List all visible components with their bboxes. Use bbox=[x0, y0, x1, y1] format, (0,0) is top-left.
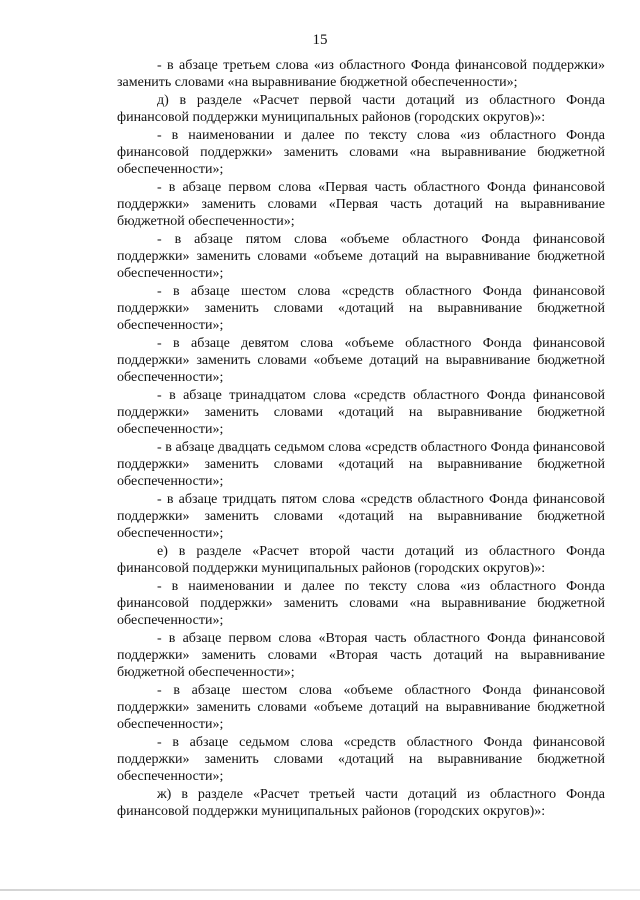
paragraph: - в абзаце первом слова «Вторая часть областного Фонда финансовой поддержки» заменить словами «Вторая часть дотаций на выравнивание бюджетной обеспеченности»; bbox=[117, 631, 605, 680]
paragraph: - в абзаце двадцать седьмом слова «средств областного Фонда финансовой поддержки» заменить словами «дотаций на выравнивание бюджетной обеспеченности»; bbox=[117, 440, 605, 489]
paragraph: - в наименовании и далее по тексту слова «из областного Фонда финансовой поддержки» заменить словами «на выравнивание бюджетной обеспеченности»; bbox=[117, 128, 605, 177]
section-heading-e: е) в разделе «Расчет второй части дотаций из областного Фонда финансовой поддержки муниципальных районов (городских округов)»: bbox=[117, 544, 605, 576]
page-number: 15 bbox=[312, 32, 328, 48]
paragraph: - в абзаце тридцать пятом слова «средств областного Фонда финансовой поддержки» заменить словами «дотаций на выравнивание бюджетной обеспеченности»; bbox=[117, 492, 605, 541]
section-heading-d: д) в разделе «Расчет первой части дотаций из областного Фонда финансовой поддержки муниципальных районов (городских округов)»: bbox=[117, 93, 605, 125]
paragraph: - в абзаце третьем слова «из областного Фонда финансовой поддержки» заменить словами «на выравнивание бюджетной обеспеченности»; bbox=[117, 58, 605, 90]
paragraph: - в абзаце девятом слова «объеме областного Фонда финансовой поддержки» заменить словами «объеме дотаций на выравнивание бюджетной обеспеченности»; bbox=[117, 336, 605, 385]
paragraph: - в абзаце первом слова «Первая часть областного Фонда финансовой поддержки» заменить словами «Первая часть дотаций на выравнивание бюджетной обеспеченности»; bbox=[117, 180, 605, 229]
scan-edge-line bbox=[0, 889, 640, 891]
paragraph: - в абзаце шестом слова «средств областного Фонда финансовой поддержки» заменить словами «дотаций на выравнивание бюджетной обеспеченности»; bbox=[117, 284, 605, 333]
paragraph: - в абзаце пятом слова «объеме областного Фонда финансовой поддержки» заменить словами «объеме дотаций на выравнивание бюджетной обеспеченности»; bbox=[117, 232, 605, 281]
paragraph: - в абзаце тринадцатом слова «средств областного Фонда финансовой поддержки» заменить словами «дотаций на выравнивание бюджетной обеспеченности»; bbox=[117, 388, 605, 437]
paragraph: - в абзаце седьмом слова «средств областного Фонда финансовой поддержки» заменить словами «дотаций на выравнивание бюджетной обеспеченности»; bbox=[117, 735, 605, 784]
section-heading-zh: ж) в разделе «Расчет третьей части дотаций из областного Фонда финансовой поддержки муниципальных районов (городских округов)»: bbox=[117, 787, 605, 819]
document-body bbox=[117, 57, 605, 820]
paragraph: - в абзаце шестом слова «объеме областного Фонда финансовой поддержки» заменить словами «объеме дотаций на выравнивание бюджетной обеспеченности»; bbox=[117, 683, 605, 732]
paragraph: - в наименовании и далее по тексту слова «из областного Фонда финансовой поддержки» заменить словами «на выравнивание бюджетной обеспеченности»; bbox=[117, 579, 605, 628]
